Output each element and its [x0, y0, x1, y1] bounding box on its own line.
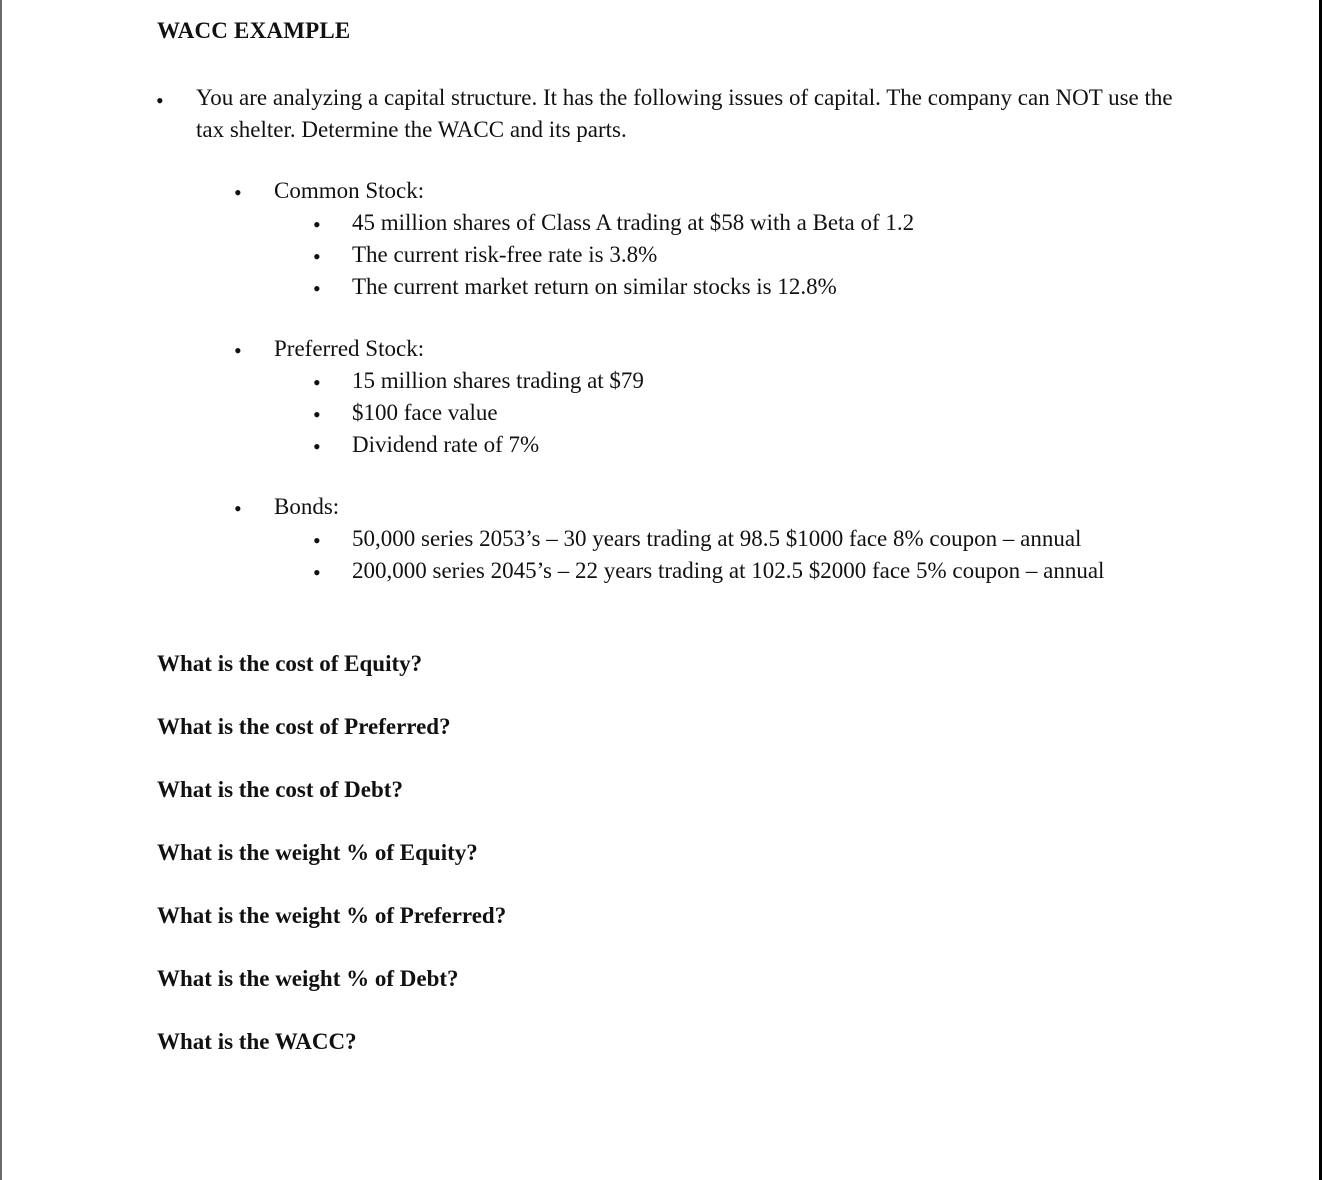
- list-item: The current market return on similar stocks is 12.8%: [352, 274, 837, 299]
- section-heading-bonds: Bonds:: [274, 494, 340, 519]
- bullet-icon: •: [234, 496, 242, 521]
- bullet-icon: •: [234, 180, 242, 205]
- question-wacc: What is the WACC?: [157, 1029, 357, 1054]
- bullet-icon: •: [313, 212, 321, 237]
- question-cost-of-equity: What is the cost of Equity?: [157, 651, 423, 676]
- bullet-icon: •: [234, 338, 242, 363]
- bullet-icon: •: [313, 370, 321, 395]
- intro-paragraph: You are analyzing a capital structure. It has the following issues of capital. The company can NOT use the tax shelter. Determine the WACC and its parts.: [196, 85, 1173, 142]
- bullet-icon: •: [313, 528, 321, 553]
- question-weight-debt: What is the weight % of Debt?: [157, 966, 459, 991]
- list-item: 50,000 series 2053’s – 30 years trading at 98.5 $1000 face 8% coupon – annual: [352, 526, 1082, 551]
- question-weight-preferred: What is the weight % of Preferred?: [157, 903, 507, 928]
- list-item: 45 million shares of Class A trading at $58 with a Beta of 1.2: [352, 210, 915, 235]
- section-heading-common-stock: Common Stock:: [274, 178, 425, 203]
- list-item: The current risk-free rate is 3.8%: [352, 242, 658, 267]
- question-cost-of-debt: What is the cost of Debt?: [157, 777, 403, 802]
- section-heading-preferred-stock: Preferred Stock:: [274, 336, 425, 361]
- page-title: WACC EXAMPLE: [157, 18, 351, 43]
- list-item: $100 face value: [352, 400, 498, 425]
- bullet-icon: •: [313, 244, 321, 269]
- list-item: 200,000 series 2045’s – 22 years trading at 102.5 $2000 face 5% coupon – annual: [352, 558, 1105, 583]
- bullet-icon: •: [313, 434, 321, 459]
- list-item: Dividend rate of 7%: [352, 432, 540, 457]
- page-left-border: [0, 0, 2, 1180]
- bullet-icon: •: [313, 402, 321, 427]
- bullet-icon: •: [313, 276, 321, 301]
- question-weight-equity: What is the weight % of Equity?: [157, 840, 478, 865]
- question-cost-of-preferred: What is the cost of Preferred?: [157, 714, 451, 739]
- bullet-icon: •: [156, 88, 164, 113]
- list-item: 15 million shares trading at $79: [352, 368, 644, 393]
- bullet-icon: •: [313, 560, 321, 585]
